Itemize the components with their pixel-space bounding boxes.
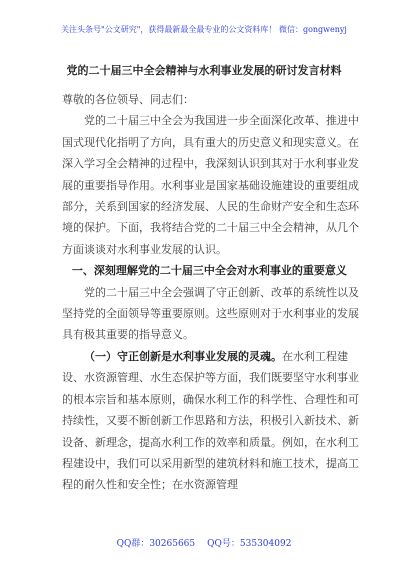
subsection-1-heading: （一）守正创新是水利事业发展的灵魂。	[84, 349, 282, 363]
section-1-paragraph: 党的二十届三中全会强调了守正创新、改革的系统性以及坚持党的全面领导等重要原则。这些原则对于水利事业的发展具有极其重要的指导意义。	[62, 285, 359, 342]
footer-qq-group: QQ群：30265665	[116, 539, 196, 549]
document-body	[62, 89, 362, 496]
subsection-1-paragraph	[62, 346, 362, 496]
salutation: 尊敬的各位领导、同志们：	[62, 93, 194, 106]
header-promo-note: 关注头条号"公文研究"，获得最新最全最专业的公文资料库！ 微信：gongwenyj	[61, 25, 347, 34]
intro-paragraph: 党的二十届三中全会为我国进一步全面深化改革、推进中国式现代化指明了方向，具有重大的历史意义和现实意义。在深入学习全会精神的过程中，我深刻认识到其对于水利事业发展的重要指导作用。水利事业是国家基础设施建设的重要组成部分，关系到国家的经济发展、人民的生命财产安全和生态环境的保护。下面，我将结合党的二十届三中全会精神，从几个方面谈谈对水利事业发展的认识。	[62, 114, 359, 256]
footer-qq-number: QQ号：535304092	[207, 539, 292, 549]
footer-contact	[0, 536, 408, 549]
document-title: 党的二十届三中全会精神与水利事业发展的研讨发言材料	[66, 64, 342, 77]
subsection-1-text: 在水利工程建设、水资源管理、水生态保护等方面，我们既要坚守水利事业的根本宗旨和基本原则，确保水利工作的科学性、合理性和可持续性，又要不断创新工作思路和方法，积极引入新技术、新设备、新理念，提高水利工作的效率和质量。例如，在水利工程建设中，我们可以采用新型的建筑材料和施工技术，提高工程的耐久性和安全性；在水资源管理	[62, 349, 359, 492]
section-1-heading: 一、深刻理解党的二十届三中全会对水利事业的重要意义	[71, 264, 347, 278]
